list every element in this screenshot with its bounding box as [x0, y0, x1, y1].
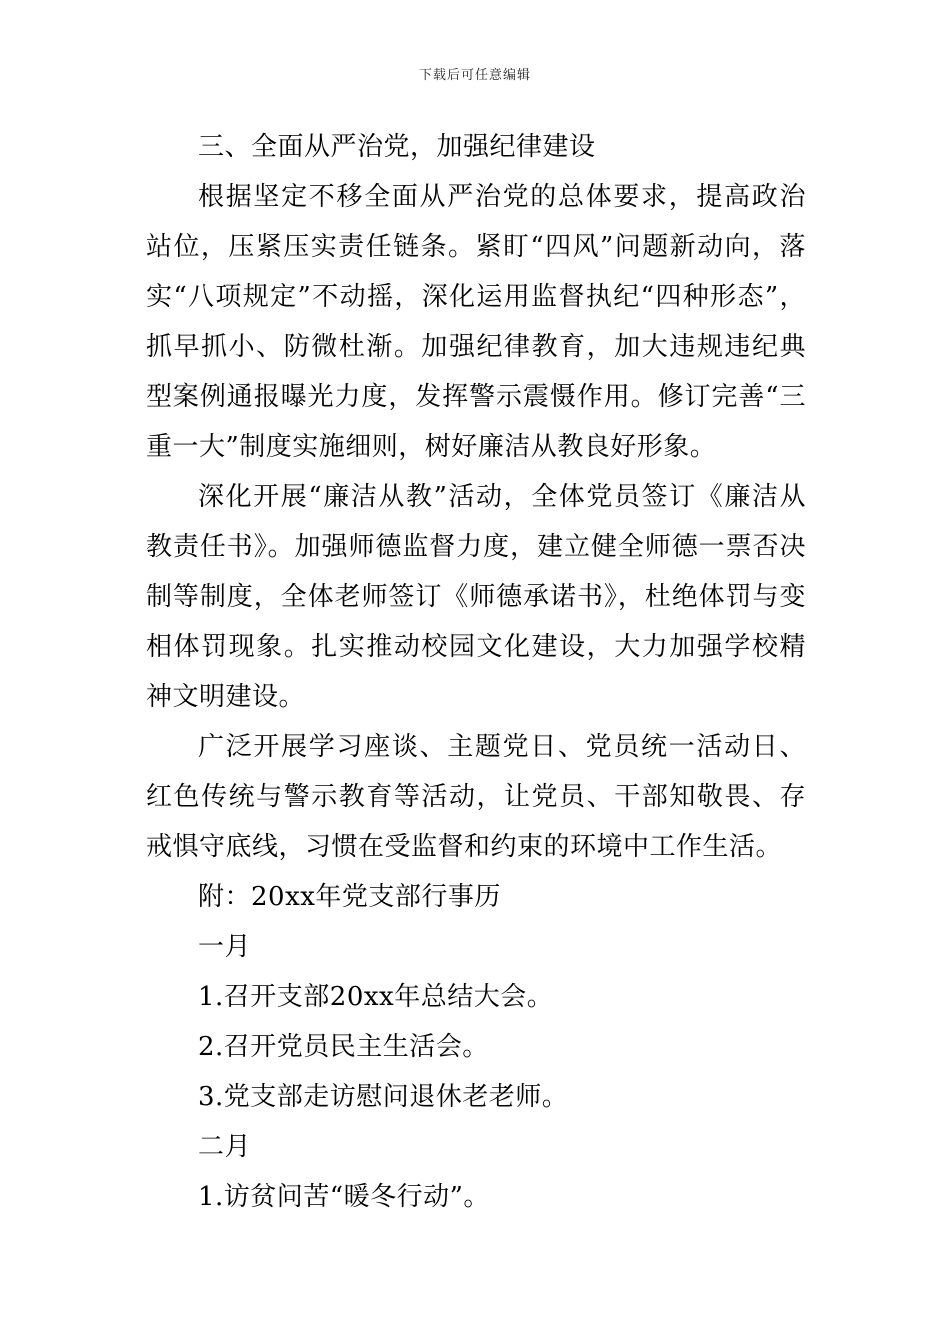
january-item-1: 1.召开支部20xx年总结大会。: [198, 982, 554, 1012]
january-item-3: 3.党支部走访慰问退休老老师。: [198, 1082, 569, 1112]
paragraph-integrity: 深化开展“廉洁从教”活动，全体党员签订《廉洁从教责任书》。加强师德监督力度，建立健全师德一票否决制等制度，全体老师签订《师德承诺书》，杜绝体罚与变相体罚现象。扎实推动校园文化建设，大力加强学校精神文明建设。: [146, 482, 806, 712]
paragraph-activities: 广泛开展学习座谈、主题党日、党员统一活动日、红色传统与警示教育等活动，让党员、干部知敬畏、存戒惧守底线，习惯在受监督和约束的环境中工作生活。: [146, 732, 806, 862]
month-january: 一月: [198, 932, 252, 962]
appendix-title: 附：20xx年党支部行事历: [198, 882, 501, 912]
month-february: 二月: [198, 1132, 252, 1162]
page-header: 下载后可任意编辑: [418, 68, 531, 83]
paragraph-discipline: 根据坚定不移全面从严治党的总体要求，提高政治站位，压紧压实责任链条。紧盯“四风”问题新动向，落实“八项规定”不动摇，深化运用监督执纪“四种形态”，抓早抓小、防微杜渐。加强纪律教育，加大违规违纪典型案例通报曝光力度，发挥警示震慑作用。修订完善“三重一大”制度实施细则，树好廉洁从教良好形象。: [146, 182, 806, 462]
section-heading: 三、全面从严治党，加强纪律建设: [198, 132, 596, 162]
february-item-1: 1.访贫问苦“暖冬行动”。: [198, 1182, 490, 1212]
january-item-2: 2.召开党员民主生活会。: [198, 1032, 489, 1062]
document-body: [146, 122, 806, 1222]
